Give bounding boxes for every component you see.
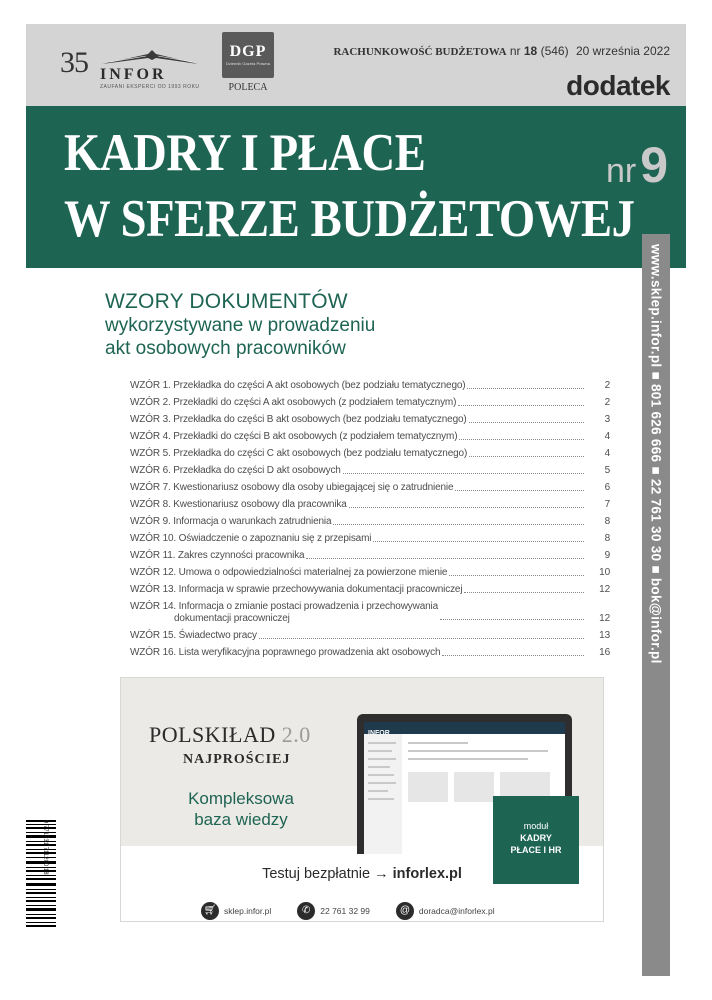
toc-leader [306,558,584,559]
contact-row [201,902,581,920]
toc-page: 12 [599,613,610,624]
supplement-issue [606,136,668,194]
toc-leader [469,456,584,457]
issue-number: 18 [523,44,538,58]
toc-leader [467,388,584,389]
section-subtitle-2: akt osobowych pracowników [105,338,346,359]
dgp-badge [222,32,274,78]
toc-leader [373,541,584,542]
anniversary-number: 35 [60,46,88,79]
toc-label: WZÓR 13. Informacja w sprawie przechowywania dokumentacji pracowniczej [130,581,464,598]
toc-leader [343,473,584,474]
contact-phone[interactable] [297,902,370,920]
section-subtitle-1: wykorzystywane w prowadzeniu [105,315,376,336]
toc-page: 4 [604,448,610,459]
masthead [26,24,686,106]
toc-item[interactable] [130,411,610,428]
toc-leader [459,439,584,440]
toc-item[interactable] [130,601,610,625]
badge-line-3: PŁACE I HR [510,845,562,855]
toc-page: 8 [604,533,610,544]
screen-card [408,772,448,802]
phone-icon: ✆ [297,902,315,920]
toc-label: WZÓR 16. Lista weryfikacyjna poprawnego prowadzenia akt osobowych [130,644,442,661]
toc-page: 3 [604,414,610,425]
toc-label-line-1: WZÓR 14. Informacja o zmianie postaci prowadzenia i przechowywania [130,601,439,612]
issue-total: (546) [540,44,569,58]
toc-page: 4 [604,431,610,442]
toc-leader [469,422,584,423]
ad-tagline-line-1: Kompleksowa [188,789,294,808]
toc-leader [333,524,584,525]
wing-icon [100,48,200,66]
page-title [64,120,635,252]
toc-item[interactable] [130,644,610,661]
publication-line [333,44,670,58]
toc-page: 2 [604,380,610,391]
contact-shop[interactable] [201,902,271,920]
infor-wordmark: INFOR [100,66,167,83]
toc-label [130,601,440,625]
title-line-1: KADRY I PŁACE [64,124,426,182]
toc-item[interactable] [130,547,610,564]
toc-item[interactable] [130,428,610,445]
cart-icon: 🛒︎ [201,902,219,920]
screen-line [408,742,468,744]
logo-version: 2.0 [281,722,311,747]
screen-card [454,772,494,802]
contact-email-text: doradca@inforlex.pl [418,906,495,916]
toc-leader [458,405,584,406]
barcode-digits: 9 771731 711200 18 [42,820,48,875]
dgp-letters: DGP [229,42,267,60]
toc-item[interactable] [130,479,610,496]
toc-item[interactable] [130,564,610,581]
arrow-right-icon: → [374,866,389,882]
supplement-nr-label: nr [605,152,637,190]
toc-leader [442,655,584,656]
toc-label: WZÓR 6. Przekładka do części D akt osobowych [130,462,343,479]
email-icon: @ [396,902,414,920]
toc-label: WZÓR 2. Przekładki do części A akt osobowych (z podziałem tematycznym) [130,394,458,411]
ad-hero [121,678,603,855]
toc-page: 16 [599,647,610,658]
toc-item[interactable] [130,496,610,513]
dgp-logo [220,32,276,102]
toc-item[interactable] [130,462,610,479]
logo-subtitle: NAJPROŚCIEJ [183,752,291,767]
screen-line [368,758,396,760]
dgp-recommends: POLECA [228,82,268,93]
screen-menu [364,734,402,854]
dgp-subtitle: Dziennik Gazeta Prawna [225,60,271,66]
toc-label-line-2: dokumentacji pracowniczej [174,613,290,624]
toc-page: 9 [604,550,610,561]
badge-line-1: moduł [523,821,549,831]
infor-tagline: ZAUFANI EKSPERCI OD 1993 ROKU [100,84,200,90]
toc-item[interactable] [130,377,610,394]
toc-label: WZÓR 15. Świadectwo pracy [130,627,259,644]
nr-label: nr [509,44,521,58]
logo-word-2: ŁAD [229,722,276,747]
toc-page: 10 [599,567,610,578]
toc-page: 12 [599,584,610,595]
contact-phone-text: 22 761 32 99 [320,906,370,916]
toc-page: 8 [604,516,610,527]
badge-line-2: KADRY [520,833,552,843]
toc-leader [259,638,584,639]
issue-date: 20 września 2022 [575,44,670,58]
toc-leader [449,575,584,576]
toc-item[interactable] [130,513,610,530]
toc-label: WZÓR 12. Umowa o odpowiedzialności materialnej za powierzone mienie [130,564,449,581]
toc-label: WZÓR 7. Kwestionariusz osobowy dla osoby ubiegającej się o zatrudnienie [130,479,455,496]
polski-lad-logo [149,722,311,748]
screen-line [368,790,388,792]
toc-item[interactable] [130,445,610,462]
cta-line[interactable] [121,866,603,882]
screen-line [408,758,528,760]
toc-page: 13 [599,630,610,641]
supplement-nr-value: 9 [640,137,668,193]
ad-tagline-line-2: baza wiedzy [194,810,288,829]
toc-label: WZÓR 3. Przekładka do części B akt osobowych (bez podziału tematycznego) [130,411,469,428]
logo-word-1: POLSKI [149,722,230,747]
toc-label: WZÓR 5. Przekładka do części C akt osobowych (bez podziału tematycznego) [130,445,469,462]
contact-shop-text: sklep.infor.pl [224,906,272,916]
cta-link[interactable]: inforlex.pl [392,866,462,882]
title-band [26,106,686,268]
toc-item[interactable] [130,581,610,598]
contact-email[interactable] [396,902,495,920]
toc-label: WZÓR 10. Oświadczenie o zapoznaniu się z przepisami [130,530,373,547]
publication-name: RACHUNKOWOŚĆ BUDŻETOWA [333,46,507,58]
toc-page: 6 [604,482,610,493]
ad-tagline [161,788,321,830]
toc-leader [440,619,584,620]
screen-line [368,766,390,768]
toc-label: WZÓR 8. Kwestionariusz osobowy dla pracownika [130,496,349,513]
screen-line [368,798,394,800]
screen-line [368,742,396,744]
screen-header [364,722,565,734]
title-line-2: W SFERZE BUDŻETOWEJ [64,190,635,248]
screen-line [368,750,392,752]
toc-page: 7 [604,499,610,510]
inforlex-advertisement [120,677,604,922]
toc-page: 2 [604,397,610,408]
toc-label: WZÓR 11. Zakres czynności pracownika [130,547,306,564]
toc-leader [349,507,584,508]
toc-page: 5 [604,465,610,476]
toc-label: WZÓR 9. Informacja o warunkach zatrudnienia [130,513,333,530]
toc-item[interactable] [130,627,610,644]
toc-item[interactable] [130,530,610,547]
section-heading [105,290,625,360]
infor-logo [60,40,200,90]
section-title: WZORY DOKUMENTÓW [105,290,348,313]
screen-line [368,782,396,784]
toc-item[interactable] [130,394,610,411]
toc-label: WZÓR 1. Przekładka do części A akt osobowych (bez podziału tematycznego) [130,377,467,394]
table-of-contents [130,377,610,661]
toc-leader [455,490,584,491]
toc-label: WZÓR 4. Przekładki do części B akt osobowych (z podziałem tematycznym) [130,428,459,445]
screen-line [368,774,394,776]
screen-line [408,750,548,752]
supplement-label: dodatek [566,70,670,101]
cta-text: Testuj bezpłatnie [262,866,371,882]
contact-strip-text: www.sklep.infor.pl ■ 801 626 666 ■ 22 761 30 30 ■ bok@infor.pl [648,244,664,664]
toc-leader [464,592,584,593]
